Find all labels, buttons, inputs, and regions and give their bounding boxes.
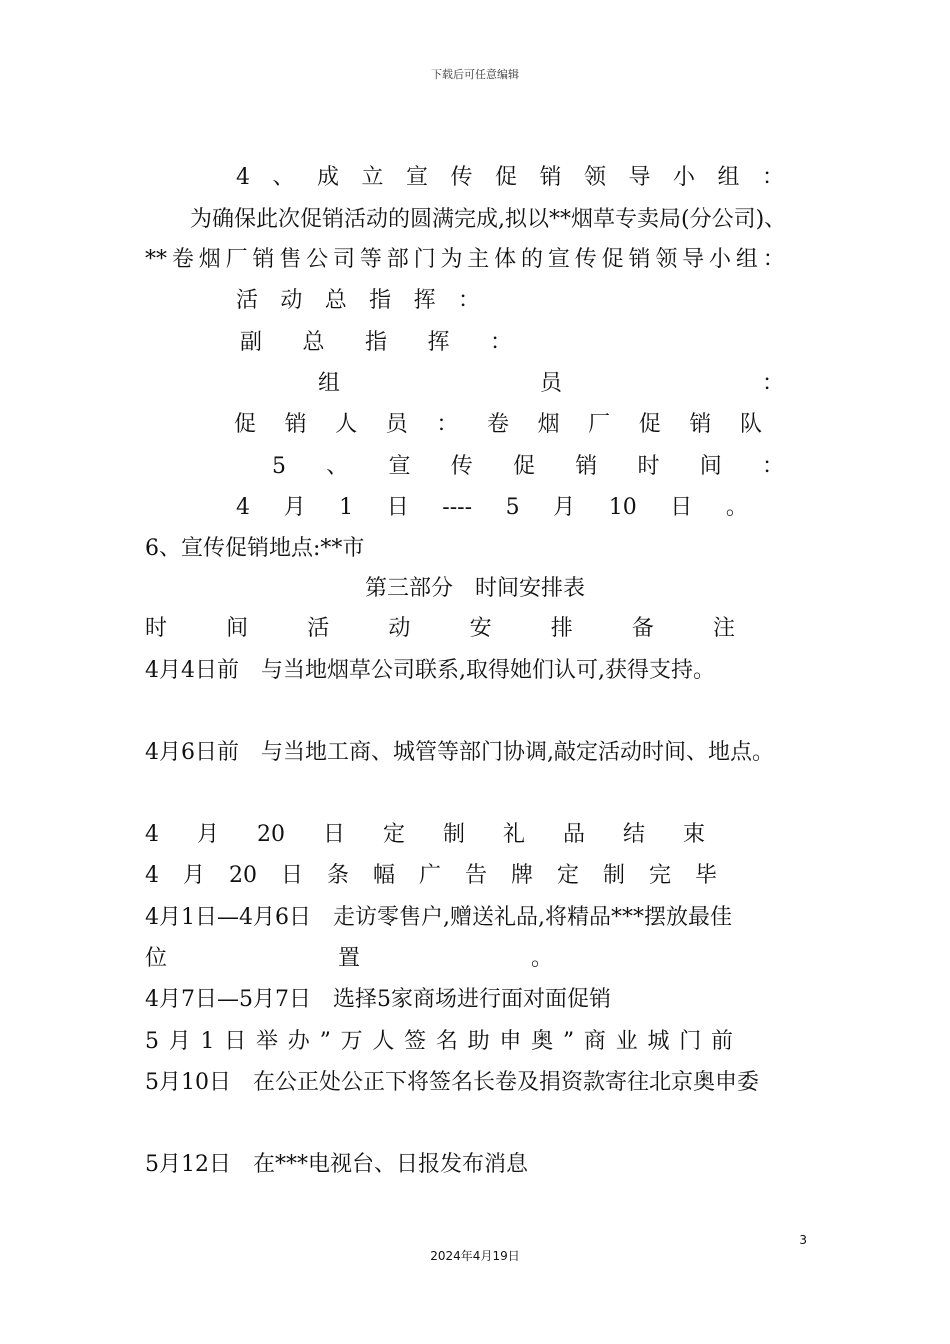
text-fragment: 员 <box>385 412 408 437</box>
text-fragment: 公 <box>306 247 329 272</box>
text-fragment: 领 <box>583 165 606 190</box>
text-fragment: ： <box>489 330 512 355</box>
text-fragment: 奥 <box>531 1029 554 1054</box>
text-fragment: 月 <box>182 863 205 888</box>
text-fragment: ” <box>562 1029 575 1054</box>
text-fragment: 助 <box>467 1029 490 1054</box>
text-fragment: 完 <box>648 863 671 888</box>
text-fragment: 5 <box>272 454 286 479</box>
text-fragment: 、 <box>326 454 349 479</box>
text-fragment: 销 <box>284 412 307 437</box>
text-fragment: 挥 <box>427 330 450 355</box>
text-fragment: 组 <box>318 371 341 396</box>
text-fragment: 员 <box>539 371 562 396</box>
text-line-2: 为确保此次促销活动的圆满完成,拟以**烟草专卖局(分公司)、 <box>190 207 787 232</box>
text-fragment: 人 <box>372 1029 395 1054</box>
text-fragment: 宣 <box>547 247 570 272</box>
text-fragment: ： <box>457 288 480 313</box>
text-fragment: 导 <box>628 165 651 190</box>
text-fragment: 5 <box>505 495 520 520</box>
text-fragment: 活 <box>307 616 330 641</box>
text-line-20 <box>145 1027 733 1057</box>
text-fragment: 制 <box>602 863 625 888</box>
text-fragment: 体 <box>494 247 517 272</box>
text-fragment: 城 <box>647 1029 670 1054</box>
text-fragment: ： <box>762 247 785 272</box>
text-fragment: 牌 <box>510 863 533 888</box>
text-fragment: 、 <box>272 165 295 190</box>
text-fragment: 月 <box>283 495 306 520</box>
text-fragment: 20 <box>256 822 285 847</box>
text-fragment: 告 <box>464 863 487 888</box>
text-fragment: 名 <box>435 1029 458 1054</box>
text-fragment: 门 <box>679 1029 702 1054</box>
text-fragment: ： <box>436 412 459 437</box>
text-fragment: 司 <box>333 247 356 272</box>
text-fragment: 厂 <box>225 247 248 272</box>
text-line-4 <box>236 286 480 316</box>
text-fragment: 卷 <box>171 247 194 272</box>
text-line-9 <box>236 493 748 523</box>
text-fragment: 为 <box>440 247 463 272</box>
text-fragment: 幅 <box>372 863 395 888</box>
text-fragment: 5 <box>145 1029 159 1054</box>
text-fragment: 4 <box>236 495 250 520</box>
text-fragment: 促 <box>494 165 517 190</box>
text-fragment: 促 <box>234 412 257 437</box>
text-fragment: 挥 <box>413 288 436 313</box>
text-line-21: 5月10日 在公正处公正下将签名长卷及捐资款寄往北京奥申委 <box>145 1070 759 1095</box>
text-fragment: 传 <box>450 454 473 479</box>
text-fragment: 日 <box>224 1029 247 1054</box>
text-fragment: 日 <box>280 863 303 888</box>
text-fragment: 门 <box>413 247 436 272</box>
text-fragment: 毕 <box>694 863 717 888</box>
text-fragment: 定 <box>382 822 405 847</box>
text-fragment: 备 <box>631 616 654 641</box>
text-fragment: 等 <box>359 247 382 272</box>
text-fragment: 日 <box>670 495 693 520</box>
text-fragment: 业 <box>615 1029 638 1054</box>
text-fragment: 日 <box>386 495 409 520</box>
text-line-10: 6、宣传促销地点:**市 <box>145 536 365 561</box>
text-fragment: 活 <box>236 288 259 313</box>
text-fragment: 条 <box>326 863 349 888</box>
text-line-1 <box>236 163 784 193</box>
text-fragment: 位 <box>145 946 168 971</box>
text-fragment: 月 <box>553 495 576 520</box>
page-number: 3 <box>799 1233 807 1247</box>
text-fragment: 间 <box>699 454 722 479</box>
text-fragment: 宣 <box>388 454 411 479</box>
text-fragment: ** <box>145 247 167 272</box>
text-fragment: 主 <box>467 247 490 272</box>
text-fragment: 传 <box>574 247 597 272</box>
text-fragment: 商 <box>583 1029 606 1054</box>
text-fragment: 广 <box>418 863 441 888</box>
text-line-22: 5月12日 在***电视台、日报发布消息 <box>145 1152 528 1177</box>
text-fragment: 束 <box>682 822 705 847</box>
text-fragment: 日 <box>322 822 345 847</box>
text-fragment: 举 <box>256 1029 279 1054</box>
text-line-15 <box>145 820 705 850</box>
text-fragment: 促 <box>512 454 535 479</box>
text-fragment: 品 <box>562 822 585 847</box>
text-fragment: 排 <box>550 616 573 641</box>
text-line-6 <box>318 369 784 399</box>
text-fragment: 副 <box>240 330 263 355</box>
text-fragment: 签 <box>404 1029 427 1054</box>
text-fragment: 间 <box>226 616 249 641</box>
text-line-19: 4月7日—5月7日 选择5家商场进行面对面促销 <box>145 987 611 1012</box>
text-fragment: 指 <box>364 330 387 355</box>
text-fragment: 小 <box>672 165 695 190</box>
text-fragment: 申 <box>499 1029 522 1054</box>
text-fragment: 安 <box>469 616 492 641</box>
text-fragment: 1 <box>200 1029 215 1054</box>
text-fragment: 万 <box>340 1029 363 1054</box>
text-fragment: 时 <box>145 616 168 641</box>
text-line-13: 4月4日前 与当地烟草公司联系,取得她们认可,获得支持。 <box>145 658 715 683</box>
text-fragment: ---- <box>442 495 473 520</box>
text-fragment: 4 <box>145 822 159 847</box>
footer-date: 2024年4月19日 <box>430 1249 520 1263</box>
text-fragment: 动 <box>388 616 411 641</box>
text-fragment: 总 <box>302 330 325 355</box>
text-line-14: 4月6日前 与当地工商、城管等部门协调,敲定活动时间、地点。 <box>145 740 774 765</box>
text-fragment: 立 <box>361 165 384 190</box>
text-fragment: 10 <box>608 495 637 520</box>
text-fragment: 前 <box>710 1029 733 1054</box>
text-fragment: ： <box>761 371 784 396</box>
text-fragment: ： <box>761 165 784 190</box>
text-fragment: 售 <box>279 247 302 272</box>
text-fragment: 月 <box>168 1029 191 1054</box>
text-fragment: 组 <box>717 165 740 190</box>
text-fragment: 卷 <box>486 412 509 437</box>
text-fragment: 置 <box>337 946 360 971</box>
text-fragment: 促 <box>638 412 661 437</box>
text-line-8 <box>272 452 784 482</box>
text-fragment: 总 <box>324 288 347 313</box>
text-fragment: 厂 <box>588 412 611 437</box>
text-fragment: 动 <box>280 288 303 313</box>
page-header: 下载后可任意编辑 <box>431 68 519 81</box>
text-fragment: 人 <box>335 412 358 437</box>
text-fragment: 4 <box>145 863 159 888</box>
text-line-5 <box>240 328 512 358</box>
text-fragment: 办 <box>287 1029 310 1054</box>
text-fragment: 领 <box>655 247 678 272</box>
text-fragment: 定 <box>556 863 579 888</box>
text-fragment: 部 <box>386 247 409 272</box>
text-fragment: 的 <box>521 247 544 272</box>
text-fragment: 导 <box>682 247 705 272</box>
text-fragment: 销 <box>628 247 651 272</box>
text-line-7 <box>234 410 762 440</box>
text-fragment: 烟 <box>537 412 560 437</box>
text-fragment: 传 <box>450 165 473 190</box>
text-line-18 <box>145 944 553 974</box>
text-line-16 <box>145 861 717 891</box>
text-fragment: ： <box>761 454 784 479</box>
text-fragment: 月 <box>196 822 219 847</box>
text-fragment: 成 <box>316 165 339 190</box>
text-fragment: 指 <box>369 288 392 313</box>
text-line-12 <box>145 614 735 644</box>
text-fragment: 销 <box>689 412 712 437</box>
text-fragment: 销 <box>539 165 562 190</box>
text-fragment: 结 <box>622 822 645 847</box>
text-fragment: 。 <box>530 946 553 971</box>
text-fragment: 20 <box>228 863 257 888</box>
text-fragment: 注 <box>712 616 735 641</box>
text-line-11: 第三部分 时间安排表 <box>364 576 585 601</box>
text-fragment: 组 <box>735 247 758 272</box>
text-line-17: 4月1日—4月6日 走访零售户,赠送礼品,将精品***摆放最佳 <box>145 905 732 930</box>
text-fragment: 。 <box>725 495 748 520</box>
text-fragment: 销 <box>252 247 275 272</box>
text-fragment: 时 <box>637 454 660 479</box>
text-fragment: 4 <box>236 165 250 190</box>
text-fragment: 礼 <box>502 822 525 847</box>
text-fragment: 制 <box>442 822 465 847</box>
text-fragment: ” <box>319 1029 331 1054</box>
text-fragment: 烟 <box>198 247 221 272</box>
text-fragment: 宣 <box>405 165 428 190</box>
text-fragment: 销 <box>575 454 598 479</box>
text-fragment: 队 <box>739 412 762 437</box>
text-line-3 <box>145 245 785 275</box>
text-fragment: 促 <box>601 247 624 272</box>
text-fragment: 1 <box>339 495 354 520</box>
text-fragment: 小 <box>709 247 732 272</box>
